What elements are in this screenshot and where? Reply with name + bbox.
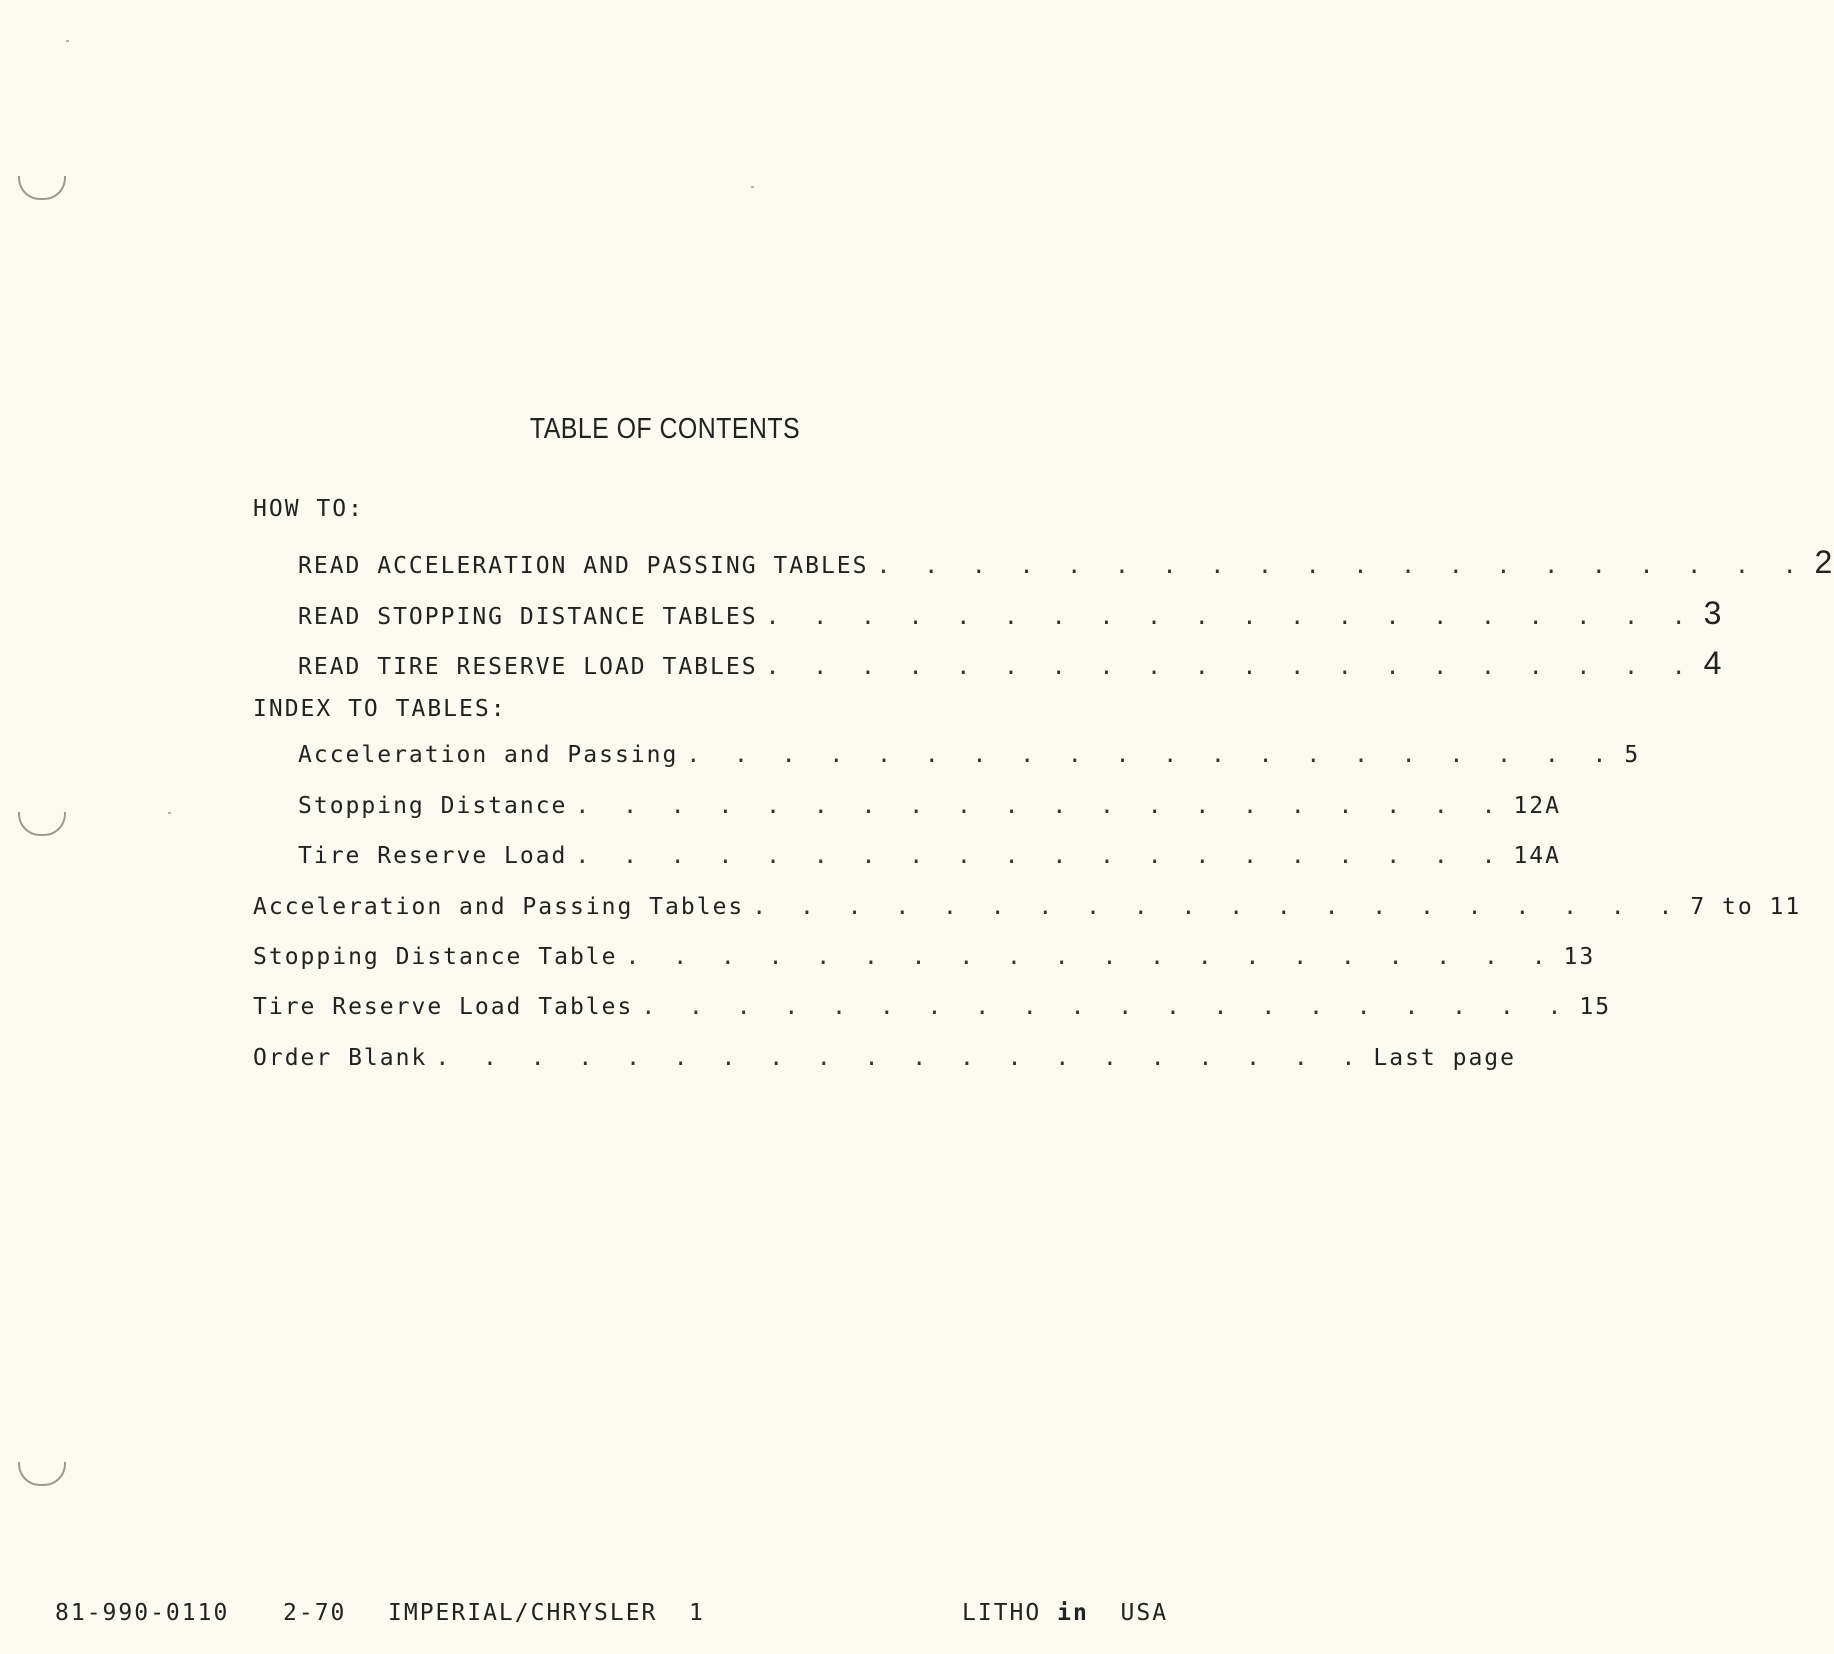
binder-hole	[18, 812, 66, 836]
toc-entry	[298, 595, 1724, 632]
toc-entry-label: Acceleration and Passing	[298, 742, 679, 768]
toc-entry	[253, 994, 1612, 1020]
toc-entry	[298, 843, 1561, 869]
leader-dots: . . . . . . . . . . . . . . . . . . . .	[765, 604, 1696, 630]
page-title: TABLE OF CONTENTS	[529, 413, 801, 445]
leader-dots: . . . . . . . . . . . . . . . . . . . .	[625, 944, 1556, 970]
toc-entry	[298, 645, 1724, 682]
toc-entry-page: 15	[1579, 994, 1612, 1020]
toc-entry-page: 13	[1563, 944, 1596, 970]
footer-litho-word: LITHO	[962, 1600, 1042, 1626]
paper-speck	[168, 812, 171, 814]
binder-hole	[18, 1462, 66, 1486]
paper-speck	[66, 40, 69, 42]
toc-entry	[298, 793, 1561, 819]
toc-entry-page: 2	[1814, 544, 1834, 580]
toc-entry-page: Last page	[1373, 1045, 1516, 1071]
section-heading-how-to: HOW TO:	[253, 496, 364, 522]
toc-entry-page: 12A	[1513, 793, 1561, 819]
toc-entry-label: READ STOPPING DISTANCE TABLES	[298, 604, 758, 630]
toc-entry	[253, 944, 1596, 970]
toc-entry-label: Stopping Distance	[298, 793, 568, 819]
footer-litho-country: USA	[1120, 1600, 1169, 1626]
footer-form-number: 81-990-0110	[55, 1600, 230, 1626]
toc-entry-label: Order Blank	[253, 1045, 428, 1071]
toc-entry-label: Tire Reserve Load Tables	[253, 994, 634, 1020]
toc-entry-page: 5	[1624, 742, 1641, 768]
leader-dots: . . . . . . . . . . . . . . . . . . . .	[686, 742, 1617, 768]
toc-entry-label: READ TIRE RESERVE LOAD TABLES	[298, 654, 758, 680]
toc-entry-page: 3	[1703, 595, 1724, 631]
paper-speck	[751, 186, 754, 188]
leader-dots: . . . . . . . . . . . . . . . . . . . .	[575, 793, 1506, 819]
footer-litho-in: in	[1057, 1600, 1089, 1626]
leader-dots: . . . . . . . . . . . . . . . . . . . .	[575, 843, 1506, 869]
footer-page-number: 1	[689, 1600, 705, 1626]
leader-dots: . . . . . . . . . . . . . . . . . . . .	[765, 654, 1696, 680]
toc-entry	[298, 742, 1641, 768]
footer-date: 2-70	[283, 1600, 347, 1626]
binder-hole	[18, 176, 66, 200]
toc-entry	[298, 544, 1834, 581]
toc-entry-page: 14A	[1513, 843, 1561, 869]
footer-brand: IMPERIAL/CHRYSLER	[388, 1600, 658, 1626]
section-heading-index: INDEX TO TABLES:	[253, 696, 507, 722]
toc-entry-label: Tire Reserve Load	[298, 843, 568, 869]
toc-entry-page: 4	[1703, 645, 1724, 681]
footer-litho	[962, 1600, 1168, 1626]
toc-entry	[253, 1045, 1516, 1071]
leader-dots: . . . . . . . . . . . . . . . . . . . .	[752, 894, 1683, 920]
leader-dots: . . . . . . . . . . . . . . . . . . . .	[641, 994, 1572, 1020]
leader-dots: . . . . . . . . . . . . . . . . . . . .	[876, 553, 1807, 579]
toc-entry	[253, 894, 1802, 920]
toc-entry-label: READ ACCELERATION AND PASSING TABLES	[298, 553, 869, 579]
toc-entry-label: Stopping Distance Table	[253, 944, 618, 970]
leader-dots: . . . . . . . . . . . . . . . . . . . .	[435, 1045, 1366, 1071]
toc-entry-page: 7 to 11	[1690, 894, 1802, 920]
toc-entry-label: Acceleration and Passing Tables	[253, 894, 745, 920]
